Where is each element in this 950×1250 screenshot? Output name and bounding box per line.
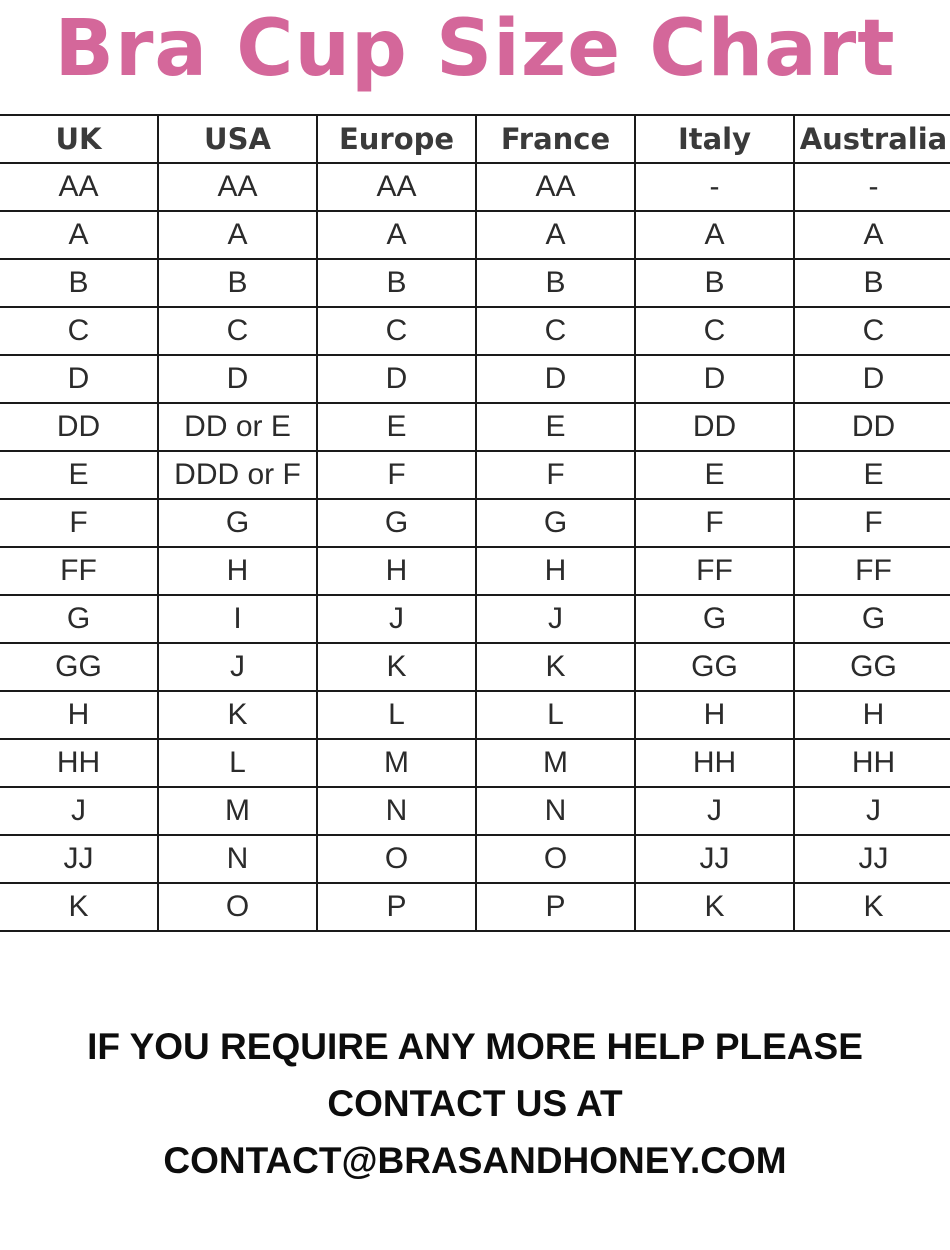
table-body [0,163,950,931]
cell-france: K [476,643,635,691]
cell-usa: I [158,595,317,643]
cell-italy: - [635,163,794,211]
cell-usa: O [158,883,317,931]
column-header-usa: USA [158,115,317,163]
cell-france: L [476,691,635,739]
cell-france: P [476,883,635,931]
cell-italy: GG [635,643,794,691]
cell-uk: K [0,883,158,931]
cell-france: N [476,787,635,835]
cell-france: AA [476,163,635,211]
cell-france: G [476,499,635,547]
chart-title: Bra Cup Size Chart [54,4,896,94]
column-header-europe: Europe [317,115,476,163]
cell-uk: DD [0,403,158,451]
cell-europe: M [317,739,476,787]
cell-usa: L [158,739,317,787]
cell-uk: E [0,451,158,499]
cell-france: E [476,403,635,451]
cell-usa: G [158,499,317,547]
cell-usa: C [158,307,317,355]
table-row [0,739,950,787]
cell-europe: O [317,835,476,883]
cell-europe: G [317,499,476,547]
table-row [0,787,950,835]
table-row [0,451,950,499]
cell-europe: A [317,211,476,259]
size-chart-table [0,114,950,932]
cell-italy: FF [635,547,794,595]
help-line-1: IF YOU REQUIRE ANY MORE HELP PLEASE [87,1026,863,1067]
cell-australia: JJ [794,835,950,883]
cell-italy: H [635,691,794,739]
table-header-row [0,115,950,163]
table-row [0,643,950,691]
table-row [0,211,950,259]
cell-usa: K [158,691,317,739]
cell-europe: H [317,547,476,595]
cell-usa: M [158,787,317,835]
cell-italy: DD [635,403,794,451]
table-row [0,835,950,883]
cell-italy: F [635,499,794,547]
cell-france: C [476,307,635,355]
size-chart-table-container [0,114,950,950]
cell-uk: AA [0,163,158,211]
cell-italy: A [635,211,794,259]
table-row [0,403,950,451]
cell-france: B [476,259,635,307]
cell-italy: K [635,883,794,931]
cell-europe: C [317,307,476,355]
cell-italy: D [635,355,794,403]
cell-usa: J [158,643,317,691]
table-row [0,259,950,307]
cell-europe: E [317,403,476,451]
help-line-2: CONTACT US AT [327,1083,623,1124]
cell-uk: A [0,211,158,259]
cell-usa: A [158,211,317,259]
table-row [0,307,950,355]
cell-usa: H [158,547,317,595]
table-row [0,691,950,739]
cell-europe: N [317,787,476,835]
cell-europe: K [317,643,476,691]
cell-usa: DDD or F [158,451,317,499]
column-header-australia: Australia [794,115,950,163]
table-row [0,499,950,547]
cell-italy: J [635,787,794,835]
cell-australia: E [794,451,950,499]
cell-usa: B [158,259,317,307]
cell-france: H [476,547,635,595]
cell-europe: B [317,259,476,307]
column-header-uk: UK [0,115,158,163]
cell-europe: J [317,595,476,643]
cell-uk: D [0,355,158,403]
cell-italy: B [635,259,794,307]
cell-france: A [476,211,635,259]
cell-uk: GG [0,643,158,691]
cell-uk: B [0,259,158,307]
cell-europe: D [317,355,476,403]
cell-uk: F [0,499,158,547]
cell-europe: L [317,691,476,739]
cell-europe: P [317,883,476,931]
cell-uk: JJ [0,835,158,883]
cell-australia: C [794,307,950,355]
cell-europe: F [317,451,476,499]
cell-australia: F [794,499,950,547]
table-row [0,883,950,931]
cell-uk: HH [0,739,158,787]
cell-australia: B [794,259,950,307]
cell-australia: HH [794,739,950,787]
cell-italy: E [635,451,794,499]
cell-italy: HH [635,739,794,787]
cell-australia: DD [794,403,950,451]
cell-italy: C [635,307,794,355]
cell-france: O [476,835,635,883]
cell-australia: A [794,211,950,259]
table-row [0,595,950,643]
table-row [0,163,950,211]
cell-france: F [476,451,635,499]
cell-uk: FF [0,547,158,595]
cell-australia: G [794,595,950,643]
cell-usa: DD or E [158,403,317,451]
cell-australia: D [794,355,950,403]
cell-usa: AA [158,163,317,211]
cell-australia: J [794,787,950,835]
cell-uk: G [0,595,158,643]
cell-australia: GG [794,643,950,691]
column-header-france: France [476,115,635,163]
cell-france: M [476,739,635,787]
help-message [0,1018,950,1189]
cell-france: D [476,355,635,403]
cell-australia: H [794,691,950,739]
cell-australia: FF [794,547,950,595]
table-row [0,547,950,595]
cell-europe: AA [317,163,476,211]
cell-italy: G [635,595,794,643]
table-row [0,355,950,403]
column-header-italy: Italy [635,115,794,163]
cell-uk: J [0,787,158,835]
contact-email: CONTACT@BRASANDHONEY.COM [163,1140,787,1181]
cell-uk: H [0,691,158,739]
cell-uk: C [0,307,158,355]
cell-australia: - [794,163,950,211]
cell-usa: N [158,835,317,883]
cell-france: J [476,595,635,643]
cell-australia: K [794,883,950,931]
cell-usa: D [158,355,317,403]
cell-italy: JJ [635,835,794,883]
